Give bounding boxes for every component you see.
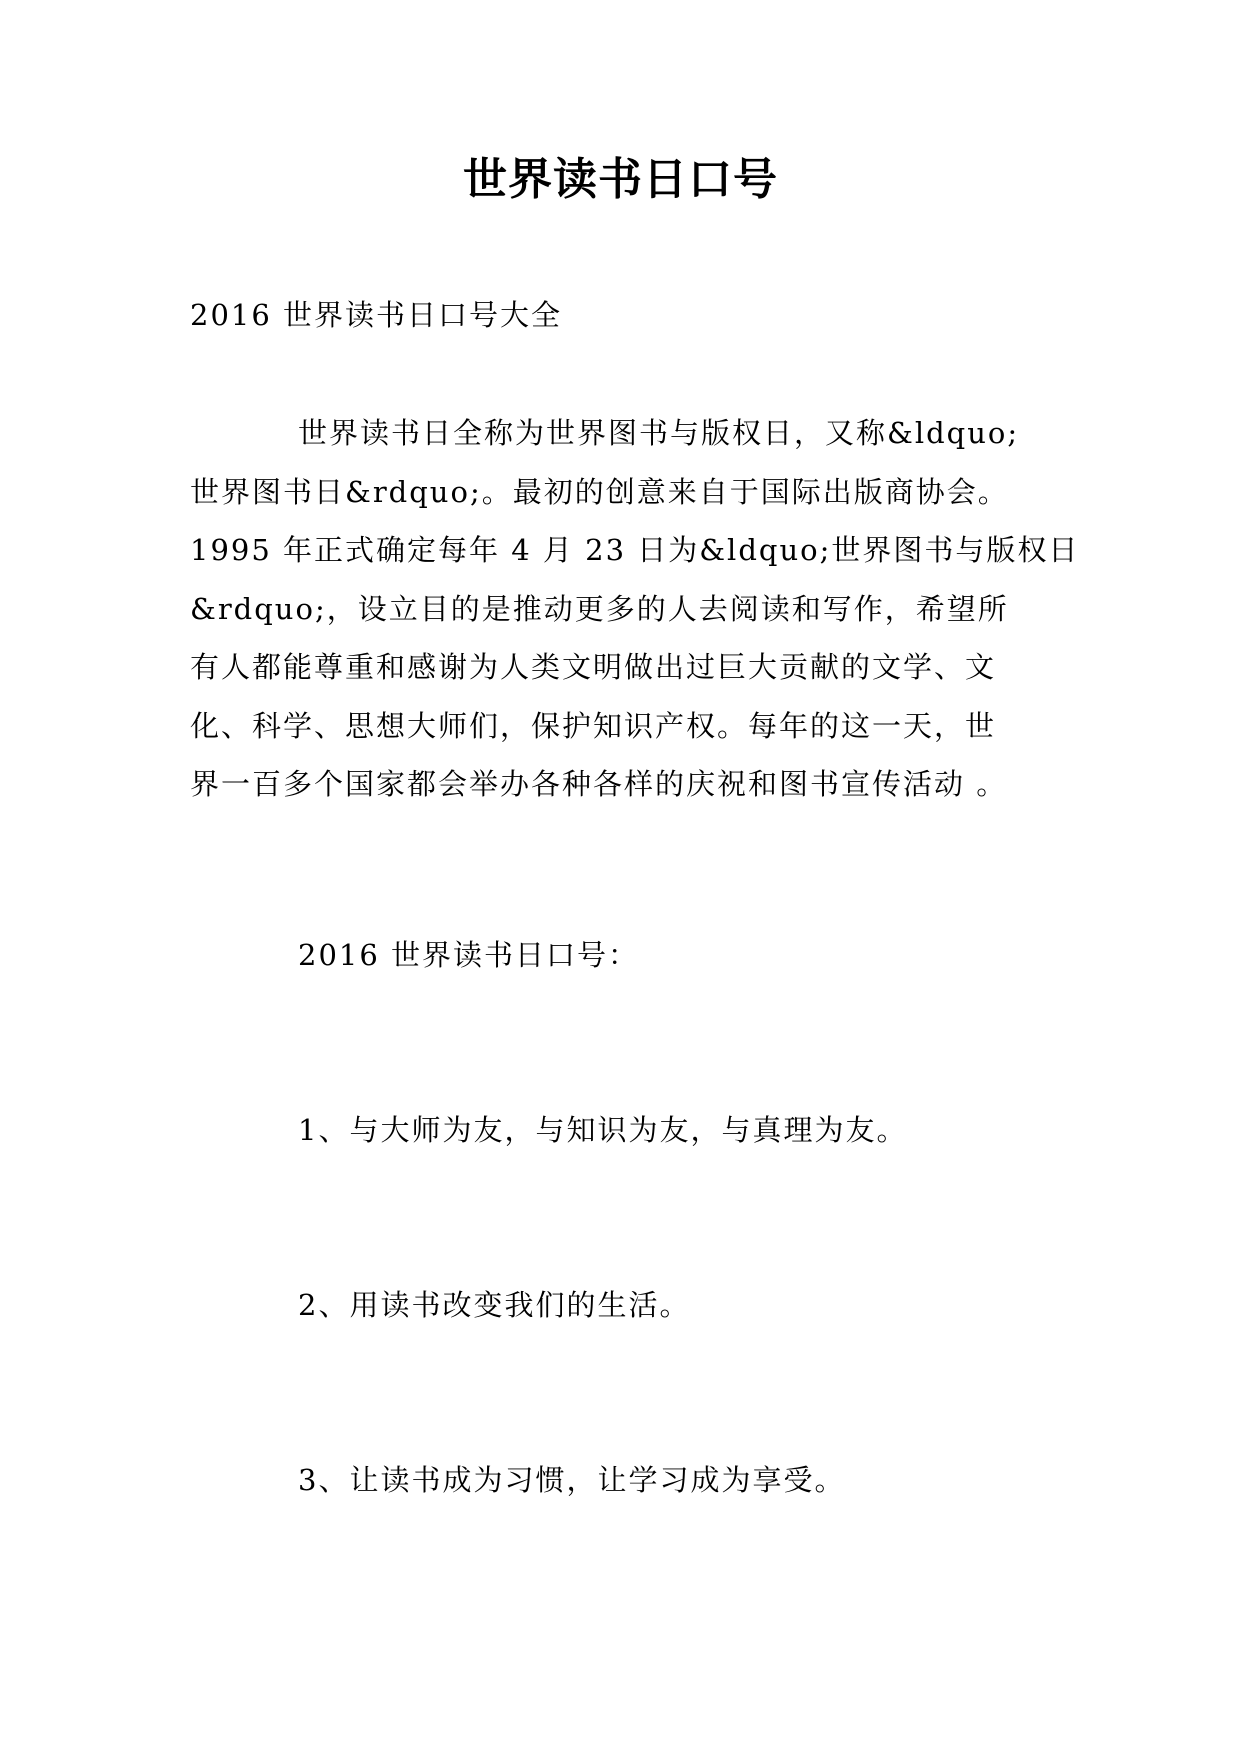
paragraph-line: &rdquo;，设立目的是推动更多的人去阅读和写作，希望所 [190,591,1009,626]
paragraph-line: 化、科学、思想大师们，保护知识产权。每年的这一天，世 [190,708,997,743]
slogan-item: 3、让读书成为习惯，让学习成为享受。 [298,1463,846,1497]
paragraph-line: 世界读书日全称为世界图书与版权日，又称&ldquo; [298,416,1020,450]
subtitle: 2016 世界读书日口号大全 [190,298,563,332]
slogans-heading: 2016 世界读书日口号： [298,938,640,972]
page-title: 世界读书日口号 [463,154,778,205]
slogan-item: 1、与大师为友，与知识为友，与真理为友。 [298,1113,908,1147]
paragraph-line: 1995 年正式确定每年 4 月 23 日为&ldquo;世界图书与版权日 [190,533,1080,567]
paragraph-line: 界一百多个国家都会举办各种各样的庆祝和图书宣传活动 。 [190,767,1008,801]
intro-paragraph [190,413,1080,823]
paragraph-line: 世界图书日&rdquo;。最初的创意来自于国际出版商协会。 [190,474,1009,509]
paragraph-line: 有人都能尊重和感谢为人类文明做出过巨大贡献的文学、文 [190,650,997,684]
slogan-item: 2、用读书改变我们的生活。 [298,1288,691,1322]
